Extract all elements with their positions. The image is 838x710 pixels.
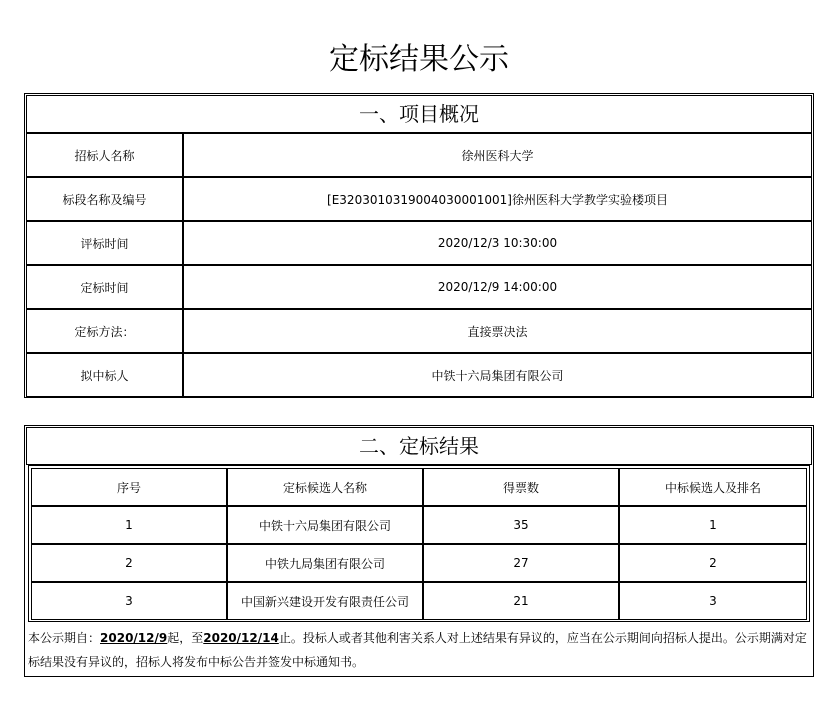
table-cell-votes: 27 (423, 544, 619, 582)
column-header-no: 序号 (31, 468, 227, 506)
value-tenderer: 徐州医科大学 (183, 133, 812, 177)
table-cell-candidate: 中铁九局集团有限公司 (227, 544, 423, 582)
value-award-time: 2020/12/9 14:00:00 (183, 265, 812, 309)
table-cell-no: 1 (31, 506, 227, 544)
publicity-notice (26, 624, 812, 676)
table-cell-votes: 35 (423, 506, 619, 544)
table-cell-no: 2 (31, 544, 227, 582)
column-header-candidate: 定标候选人名称 (227, 468, 423, 506)
table-cell-votes: 21 (423, 582, 619, 620)
page-title: 定标结果公示 (329, 42, 509, 77)
table-cell-rank: 2 (619, 544, 807, 582)
table-cell-no: 3 (31, 582, 227, 620)
notice-suffix: 止。投标人或者其他利害关系人对上述结果有异议的，应当在公示期间向招标人提出。公示期满对定标结果没有异议的，招标人将发布中标公告并签发中标通知书。 (28, 631, 807, 669)
label-section-name: 标段名称及编号 (26, 177, 183, 221)
table-cell-candidate: 中国新兴建设开发有限责任公司 (227, 582, 423, 620)
value-award-method: 直接票决法 (183, 309, 812, 353)
value-evaluation-time: 2020/12/3 10:30:00 (183, 221, 812, 265)
column-header-votes: 得票数 (423, 468, 619, 506)
table-cell-candidate: 中铁十六局集团有限公司 (227, 506, 423, 544)
notice-start-date: 2020/12/9 (100, 631, 168, 645)
notice-end-date: 2020/12/14 (203, 631, 279, 645)
notice-mid: 起，至 (167, 631, 204, 645)
column-header-rank: 中标候选人及排名 (619, 468, 807, 506)
award-result-title: 二、定标结果 (26, 427, 812, 465)
notice-prefix: 本公示期自： (28, 631, 101, 645)
label-award-time: 定标时间 (26, 265, 183, 309)
value-proposed-winner: 中铁十六局集团有限公司 (183, 353, 812, 397)
label-tenderer: 招标人名称 (26, 133, 183, 177)
label-proposed-winner: 拟中标人 (26, 353, 183, 397)
value-section-name: [E3203010319004030001001]徐州医科大学教学实验楼项目 (183, 177, 812, 221)
project-overview-title: 一、项目概况 (26, 95, 812, 133)
label-evaluation-time: 评标时间 (26, 221, 183, 265)
table-cell-rank: 1 (619, 506, 807, 544)
table-cell-rank: 3 (619, 582, 807, 620)
label-award-method: 定标方法： (26, 309, 183, 353)
